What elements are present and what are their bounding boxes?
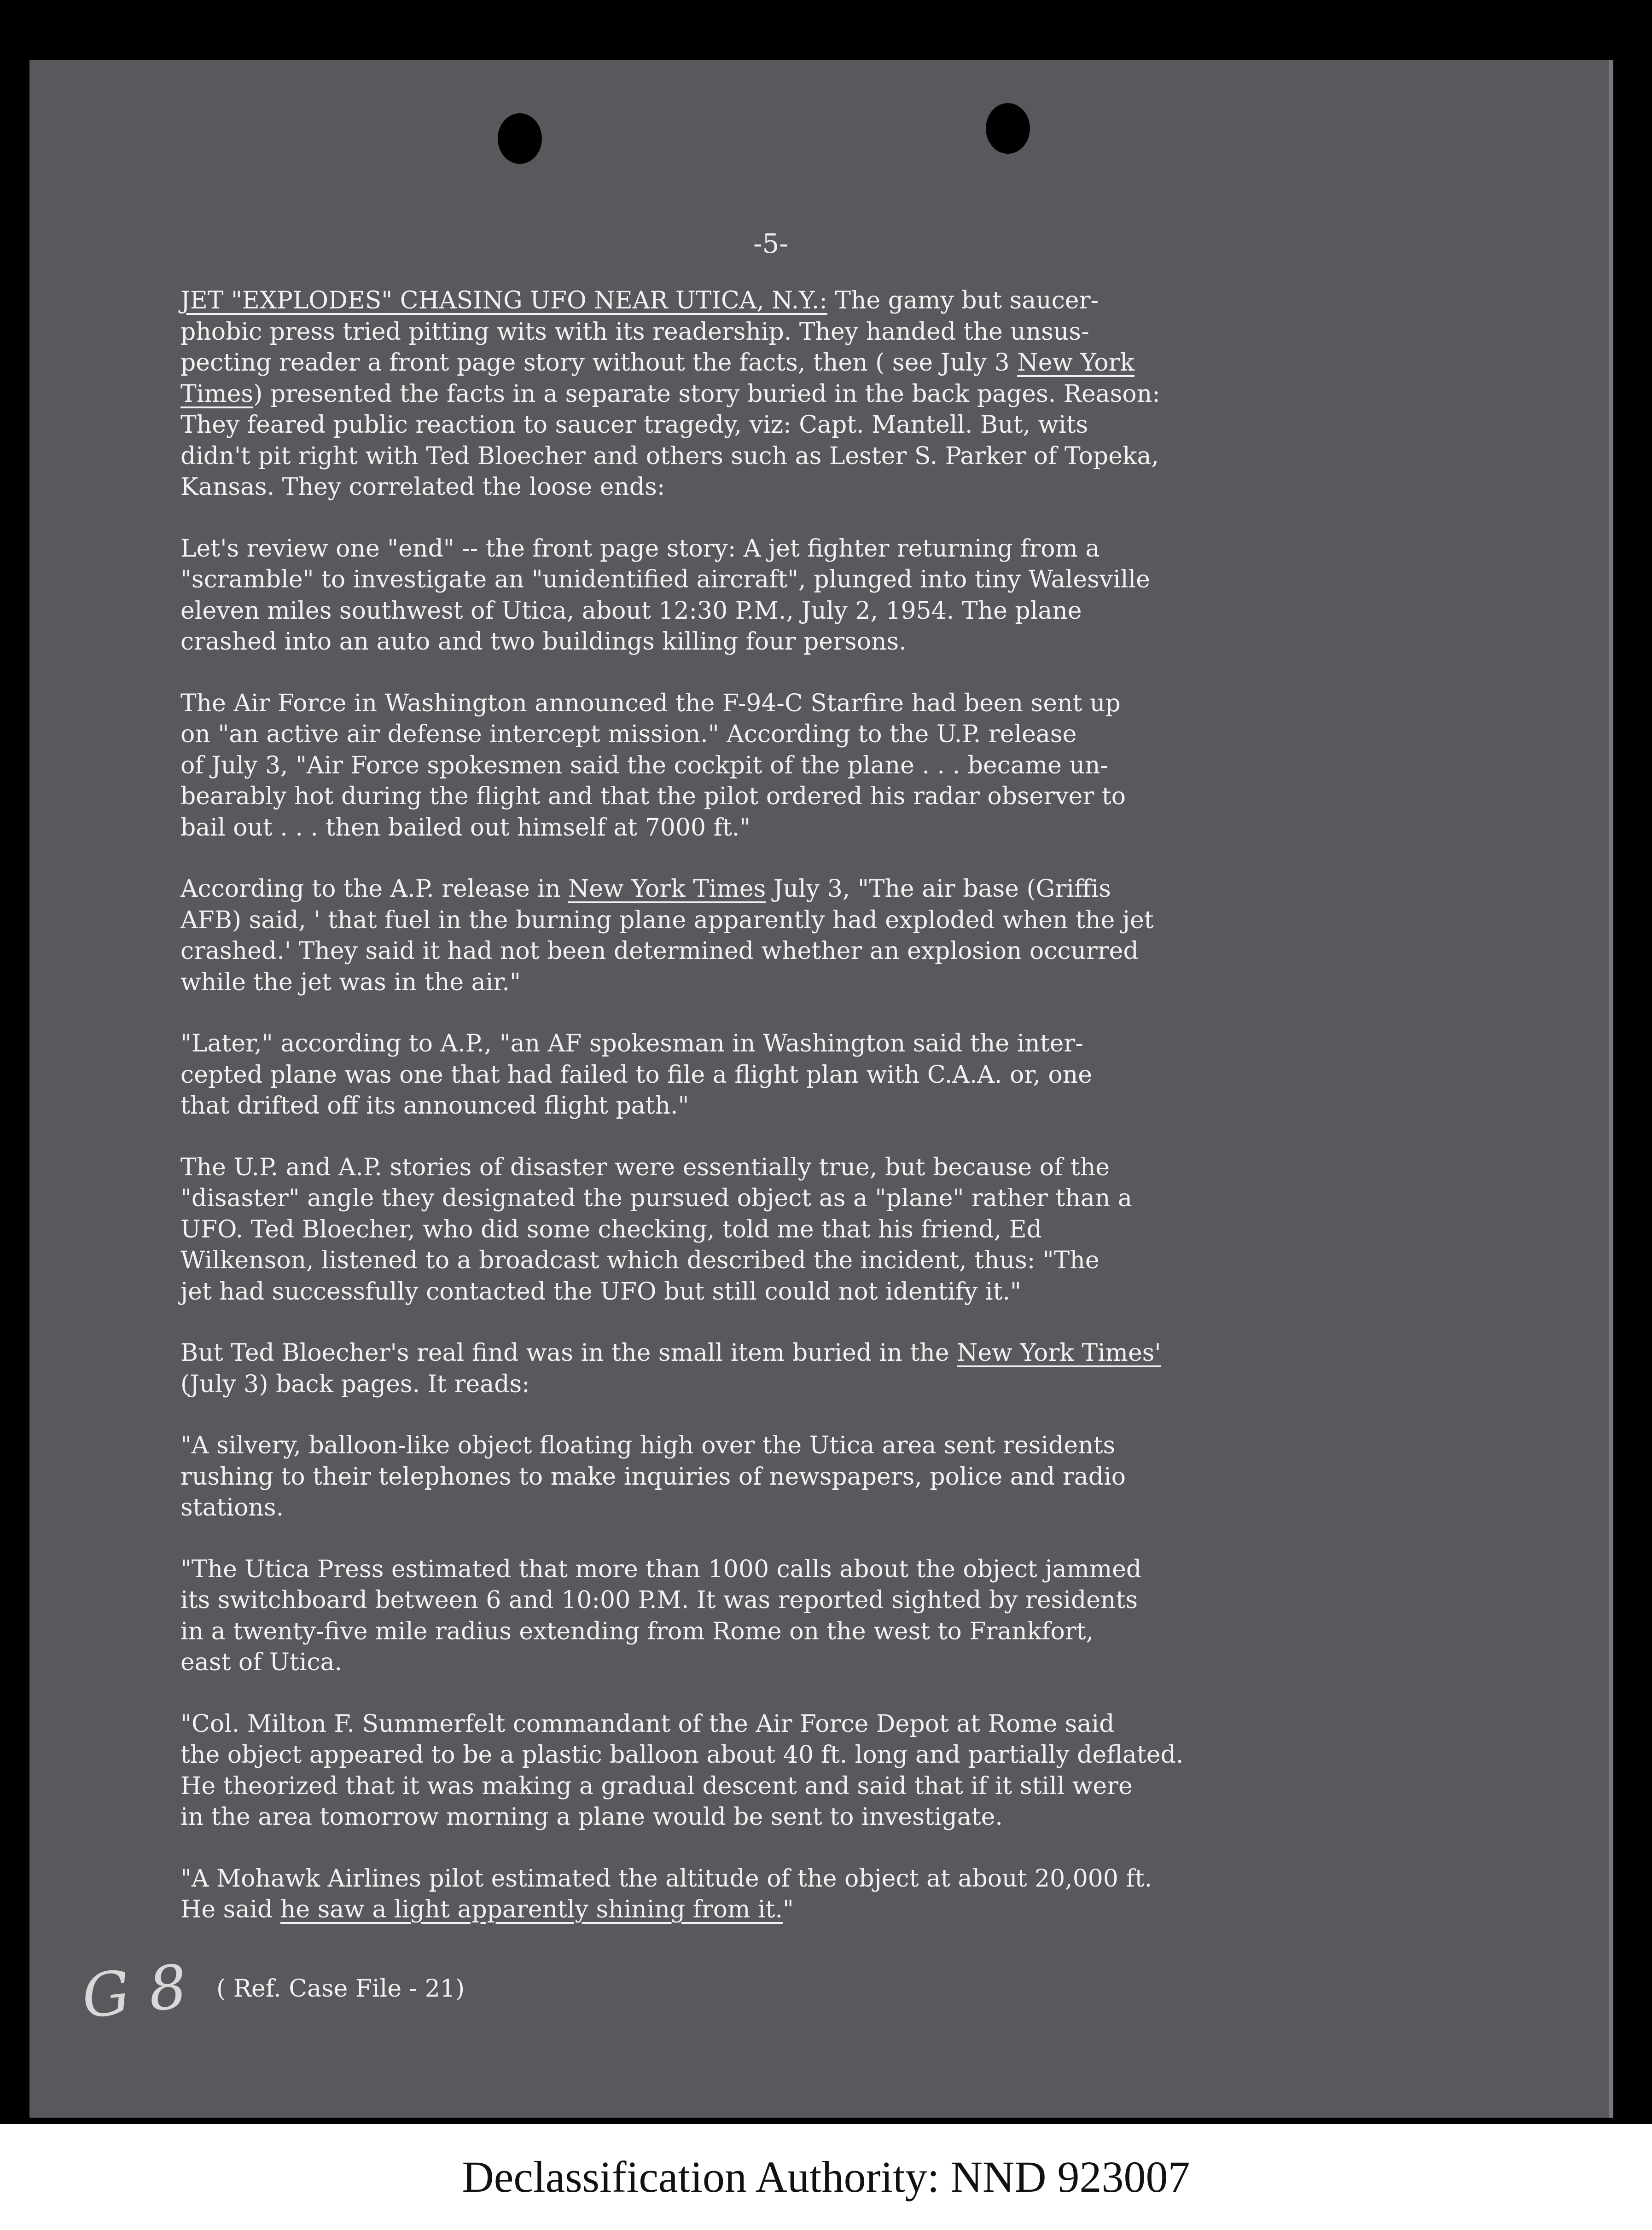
text-run: "A silvery, balloon-like object floating high over the Utica area sent residents [180, 1432, 1116, 1459]
text-run: that drifted off its announced flight path." [180, 1092, 689, 1120]
text-run: jet had successfully contacted the UFO but still could not identify it." [180, 1278, 1021, 1306]
text-run: But Ted Bloecher's real find was in the small item buried in the [180, 1339, 957, 1367]
text-run: "A Mohawk Airlines pilot estimated the altitude of the object at about 20,000 ft. [180, 1864, 1152, 1893]
text-run: July 3, "The air base (Griffis [766, 875, 1111, 903]
text-line [180, 781, 1470, 813]
paragraph [180, 1028, 1470, 1122]
text-line [180, 1709, 1470, 1740]
paragraph [180, 1709, 1470, 1833]
text-run: AFB) said, ' that fuel in the burning plane apparently had exploded when the jet [180, 906, 1154, 934]
text-run: "The Utica Press estimated that more than 1000 calls about the object jammed [180, 1555, 1142, 1583]
paragraph [180, 1430, 1470, 1524]
text-run: while the jet was in the air." [180, 968, 521, 996]
text-line [180, 1864, 1470, 1895]
text-line [180, 1616, 1470, 1648]
text-line [180, 1060, 1470, 1091]
text-line [180, 285, 1470, 317]
text-line [180, 1183, 1470, 1214]
underlined-text: Times [180, 380, 254, 408]
case-file-reference: ( Ref. Case File - 21) [216, 1975, 465, 2003]
text-line [180, 1462, 1470, 1493]
text-line [180, 967, 1470, 999]
text-line [180, 1277, 1470, 1308]
text-run: rushing to their telephones to make inquiries of newspapers, police and radio [180, 1463, 1126, 1491]
text-run: "Later," according to A.P., "an AF spokesman in Washington said the inter- [180, 1030, 1083, 1057]
text-run: " [782, 1896, 794, 1923]
text-line [180, 534, 1470, 565]
text-run: (July 3) back pages. It reads: [180, 1370, 530, 1398]
text-run: eleven miles southwest of Utica, about 12:30 P.M., July 2, 1954. The plane [180, 597, 1082, 625]
text-run: He theorized that it was making a gradual descent and said that if it still were [180, 1772, 1133, 1800]
text-run: cepted plane was one that had failed to file a flight plan with C.A.A. or, one [180, 1061, 1093, 1089]
text-run: Let's review one "end" -- the front page story: A jet fighter returning from a [180, 534, 1100, 563]
text-line [180, 472, 1470, 503]
text-run: According to the A.P. release in [180, 875, 568, 903]
paragraph [180, 285, 1470, 503]
text-line [180, 936, 1470, 967]
text-run: The gamy but saucer- [827, 287, 1099, 314]
text-run: of July 3, "Air Force spokesmen said the cockpit of the plane . . . became un- [180, 751, 1108, 779]
text-run: its switchboard between 6 and 10:00 P.M. It was reported sighted by residents [180, 1586, 1138, 1614]
text-line [180, 1028, 1470, 1060]
paragraph [180, 874, 1470, 998]
underlined-text: New York Times' [957, 1339, 1161, 1367]
paragraph [180, 1152, 1470, 1308]
text-run: bearably hot during the flight and that the pilot ordered his radar observer to [180, 783, 1126, 810]
declassification-footer: Declassification Authority: NND 923007 [0, 2124, 1652, 2230]
text-run: He said [180, 1896, 280, 1923]
text-line [180, 1369, 1470, 1400]
text-line [180, 905, 1470, 936]
underlined-text: he saw a light apparently shining from it. [280, 1896, 783, 1923]
text-run: Kansas. They correlated the loose ends: [180, 473, 665, 501]
text-run: The U.P. and A.P. stories of disaster were essentially true, but because of the [180, 1153, 1110, 1181]
text-line [180, 1740, 1470, 1771]
text-line [180, 596, 1470, 627]
text-line [180, 1894, 1470, 1926]
text-run: pecting reader a front page story without the facts, then ( see July 3 [180, 349, 1018, 377]
text-run: crashed into an auto and two buildings killing four persons. [180, 628, 907, 656]
handwritten-mark: G 8 [78, 1951, 191, 2032]
text-line [180, 1647, 1470, 1678]
text-line [180, 1091, 1470, 1122]
paragraph [180, 1554, 1470, 1678]
text-run: crashed.' They said it had not been determined whether an explosion occurred [180, 937, 1139, 965]
text-line [180, 813, 1470, 844]
text-line [180, 1585, 1470, 1616]
text-line [180, 1245, 1470, 1277]
text-line [180, 1214, 1470, 1246]
text-line [180, 564, 1470, 596]
text-line [180, 441, 1470, 472]
document-body [180, 285, 1470, 1956]
text-line [180, 410, 1470, 441]
text-run: didn't pit right with Ted Bloecher and others such as Lester S. Parker of Topeka, [180, 442, 1159, 470]
text-line [180, 1802, 1470, 1833]
punch-hole [986, 103, 1030, 154]
text-line [180, 1492, 1470, 1524]
text-run: "scramble" to investigate an "unidentified aircraft", plunged into tiny Walesville [180, 566, 1150, 593]
underlined-text: New York Times [568, 875, 766, 903]
text-line [180, 719, 1470, 750]
text-run: on "an active air defense intercept mission." According to the U.P. release [180, 720, 1077, 748]
text-run: in the area tomorrow morning a plane would be sent to investigate. [180, 1803, 1003, 1831]
text-run: phobic press tried pitting wits with its readership. They handed the unsus- [180, 318, 1089, 346]
text-line [180, 379, 1470, 410]
text-run: in a twenty-five mile radius extending from Rome on the west to Frankfort, [180, 1617, 1094, 1645]
text-run: east of Utica. [180, 1649, 342, 1676]
text-line [180, 750, 1470, 782]
text-run: They feared public reaction to saucer tragedy, viz: Capt. Mantell. But, wits [180, 411, 1088, 439]
underlined-text: New York [1017, 349, 1134, 377]
text-line [180, 874, 1470, 905]
text-run: the object appeared to be a plastic balloon about 40 ft. long and partially deflated. [180, 1741, 1184, 1769]
page-number: -5- [753, 228, 789, 259]
paragraph [180, 688, 1470, 844]
text-run: stations. [180, 1494, 284, 1522]
text-run: bail out . . . then bailed out himself at 7000 ft." [180, 813, 751, 842]
text-line [180, 317, 1470, 348]
text-run: "Col. Milton F. Summerfelt commandant of the Air Force Depot at Rome said [180, 1710, 1115, 1738]
text-line [180, 1554, 1470, 1585]
paragraph [180, 1338, 1470, 1400]
text-run: UFO. Ted Bloecher, who did some checking, told me that his friend, Ed [180, 1215, 1042, 1243]
paragraph [180, 534, 1470, 658]
text-run: Wilkenson, listened to a broadcast which described the incident, thus: "The [180, 1247, 1099, 1274]
punch-hole [498, 113, 542, 164]
underlined-text: JET "EXPLODES" CHASING UFO NEAR UTICA, N.Y.: [180, 287, 827, 314]
text-line [180, 348, 1470, 379]
text-line [180, 1771, 1470, 1802]
text-line [180, 1152, 1470, 1184]
text-run: "disaster" angle they designated the pursued object as a "plane" rather than a [180, 1185, 1132, 1212]
paragraph [180, 1864, 1470, 1926]
text-run: The Air Force in Washington announced the F-94-C Starfire had been sent up [180, 689, 1121, 717]
text-line [180, 688, 1470, 720]
text-line [180, 1338, 1470, 1369]
text-line [180, 1430, 1470, 1462]
text-line [180, 627, 1470, 658]
text-run: ) presented the facts in a separate story buried in the back pages. Reason: [253, 380, 1160, 408]
